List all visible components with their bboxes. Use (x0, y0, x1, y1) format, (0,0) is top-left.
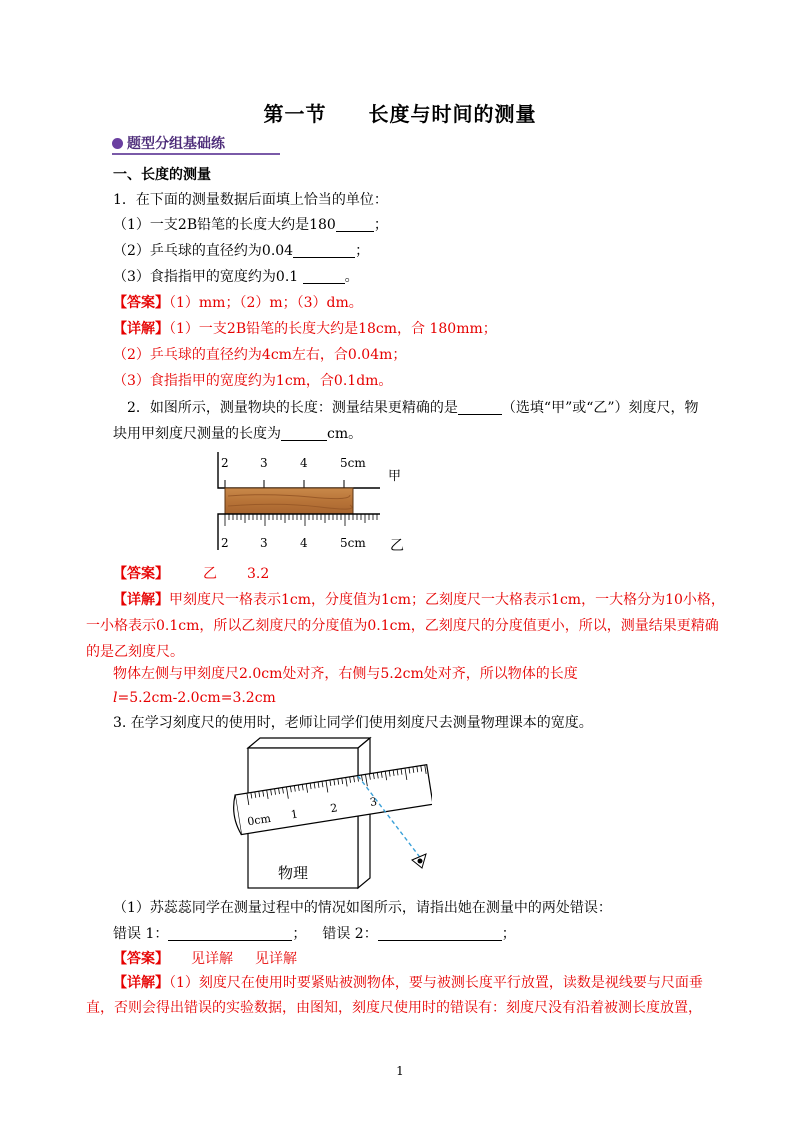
error-1-blank[interactable] (168, 926, 292, 941)
ruler-b-label-4: 4 (300, 536, 308, 550)
q2-detail-5: l=5.2cm-2.0cm=3.2cm (113, 690, 276, 706)
q2-detail-1: 【详解】甲刻度尺一格表示1cm，分度值为1cm；乙刻度尺一大格表示1cm，一大格分为10小格， (113, 592, 725, 608)
bullet-dot-icon (112, 138, 123, 149)
svg-text:1: 1 (289, 807, 299, 822)
book-label: 物理 (278, 864, 309, 882)
svg-text:3: 3 (368, 795, 378, 809)
q1-answer: 【答案】（1）mm；（2）m；（3）dm。 (113, 295, 363, 311)
q1-item-3: （3）食指指甲的宽度约为0.1 。 (113, 269, 359, 285)
svg-text:0cm: 0cm (246, 811, 272, 829)
wooden-block (225, 488, 353, 514)
ruler-b-label-5: 5cm (340, 536, 366, 550)
ruler-b-ticks (225, 514, 377, 526)
q2-detail-4: 物体左侧与甲刻度尺2.0cm处对齐，右侧与5.2cm处对齐，所以物体的长度 (113, 666, 578, 682)
ruler-b-label-2: 2 (221, 536, 229, 550)
svg-text:2: 2 (329, 801, 339, 816)
ruler-a-label-2: 2 (221, 456, 229, 470)
book-ruler-figure (232, 736, 432, 892)
page-number: 1 (396, 1064, 404, 1078)
q1-detail-3: （3）食指指甲的宽度约为1cm，合0.1dm。 (113, 373, 393, 389)
q3-stem: 3. 在学习刻度尺的使用时，老师让同学们使用刻度尺去测量物理课本的宽度。 (113, 715, 593, 731)
q1-detail-1: 【详解】（1）一支2B铅笔的长度大约是18cm，合 180mm； (113, 321, 497, 337)
q1-detail-2: （2）乒乓球的直径约为4cm左右，合0.04m； (113, 347, 407, 363)
section-header (112, 133, 225, 153)
ruler-a-label-5: 5cm (340, 456, 366, 470)
ruler-b-name: 乙 (390, 538, 404, 554)
q2-detail-2: 一小格表示0.1cm，所以乙刻度尺的分度值为0.1cm，乙刻度尺的分度值更小，所以，测量结果更精确 (86, 618, 719, 634)
q1-item-2: （2）乒乓球的直径约为0.04 ； (113, 243, 370, 259)
ruler-a-label-4: 4 (300, 456, 308, 470)
q3-errors-line: 错误 1： ； 错误 2： ； (113, 926, 516, 942)
section-underline (112, 153, 280, 155)
ruler-a-name: 甲 (388, 469, 402, 484)
q3-detail-2: 直，否则会得出错误的实验数据，由图知，刻度尺使用时的错误有：刻度尺没有沿着被测长度放置， (86, 1000, 702, 1016)
section-header-text: 题型分组基础练 (127, 136, 225, 152)
q2-detail-3: 的是乙刻度尺。 (86, 644, 184, 660)
q2-stem-line-2: 块用甲刻度尺测量的长度为 cm。 (113, 426, 363, 442)
rulers-figure (210, 450, 410, 556)
ruler-a-label-3: 3 (260, 456, 268, 470)
ruler-a-ticks (225, 480, 344, 488)
ruler-b-label-3: 3 (260, 536, 268, 550)
q2-stem-line-1: 2．如图所示，测量物块的长度：测量结果更精确的是 （选填“甲”或“乙”）刻度尺，物 (127, 400, 699, 416)
q3-detail-1: 【详解】（1）刻度尺在使用时要紧贴被测物体，要与被测长度平行放置，读数是视线要与尺面垂 (113, 975, 703, 991)
error-2-blank[interactable] (378, 926, 502, 941)
subsection-title: 一、长度的测量 (113, 167, 211, 183)
q3-answer: 【答案】 见详解 见详解 (113, 951, 297, 967)
page-title: 第一节 长度与时间的测量 (263, 102, 537, 126)
q3-sub1: （1）苏蕊蕊同学在测量过程中的情况如图所示，请指出她在测量中的两处错误： (113, 900, 612, 916)
q1-stem: 1．在下面的测量数据后面填上恰当的单位： (113, 192, 388, 208)
q1-item-1: （1）一支2B铅笔的长度大约是180 ； (113, 217, 388, 233)
q2-answer: 【答案】 乙 3.2 (113, 566, 270, 582)
